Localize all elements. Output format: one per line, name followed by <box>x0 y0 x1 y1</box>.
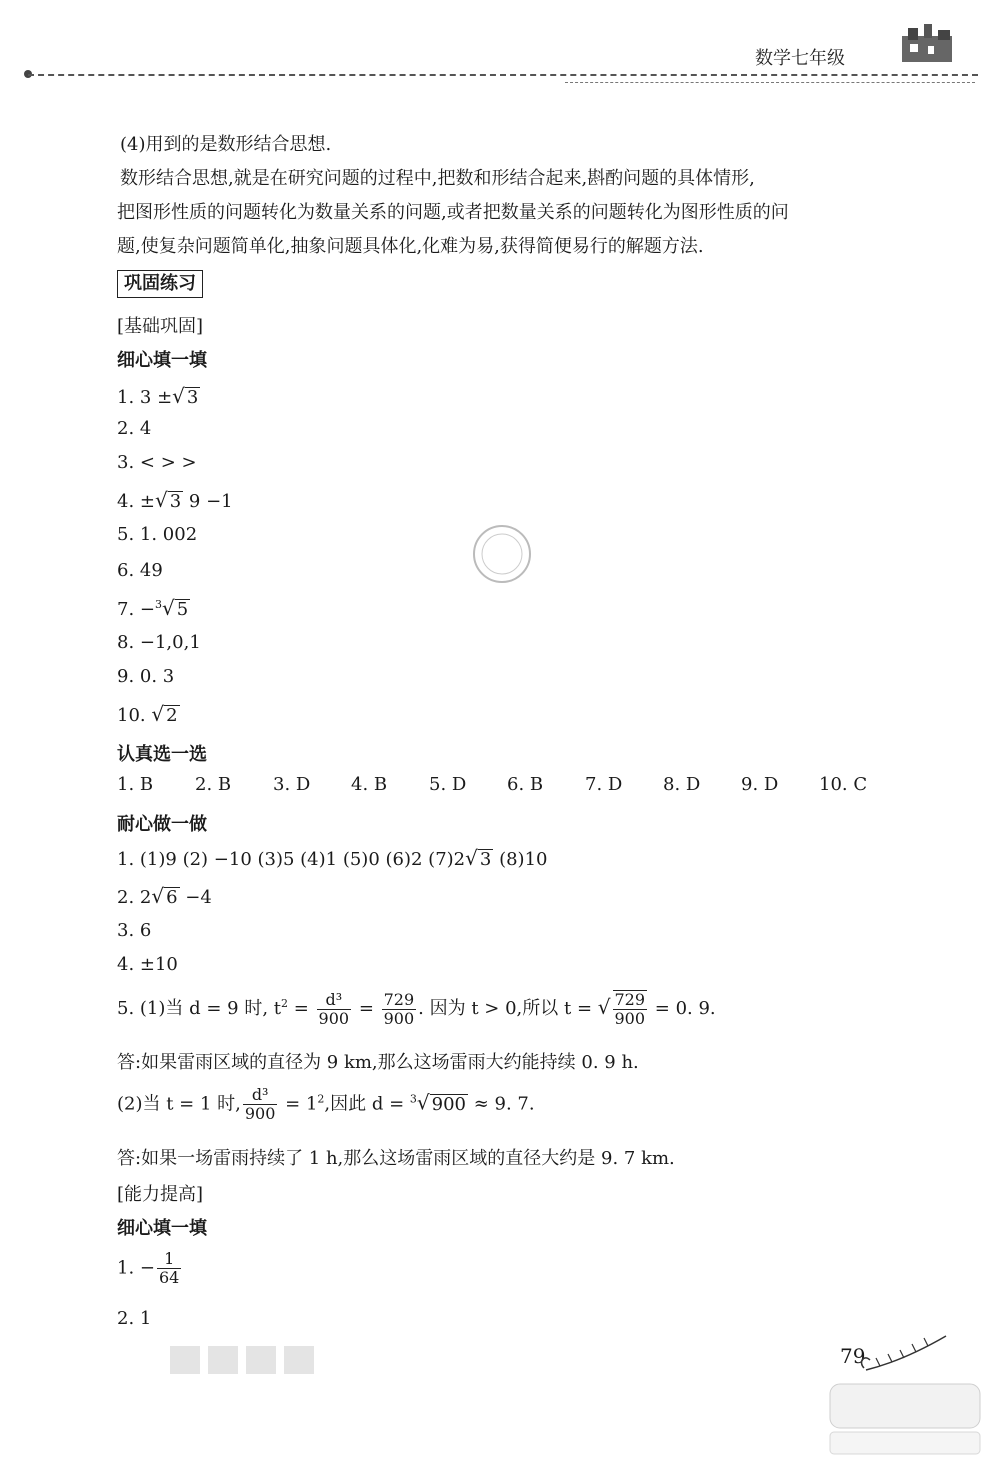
basic-do-title: 耐心做一做 <box>117 814 207 835</box>
choice-2: 2. B <box>195 774 232 795</box>
basic-choose-title: 认真选一选 <box>117 744 207 765</box>
header-subrule <box>565 82 975 83</box>
intro-line-1: (4)用到的是数形结合思想. <box>120 134 332 155</box>
choice-answers <box>117 774 897 795</box>
choice-7: 7. D <box>585 774 623 795</box>
do-item-3: 3. 6 <box>117 920 152 941</box>
fill-item-2: 2. 4 <box>117 418 152 439</box>
choice-1: 1. B <box>117 774 154 795</box>
answer-1: 答:如果雷雨区域的直径为 9 km,那么这场雷雨大约能持续 0. 9 h. <box>117 1052 639 1073</box>
advanced-item-1: 1. − $\frac{1}{64}$ <box>117 1249 180 1287</box>
header-title: 数学七年级 <box>755 48 845 69</box>
fern-decoration-icon <box>860 1330 950 1380</box>
advanced-fill-title: 细心填一填 <box>117 1218 207 1239</box>
intro-line-2: 数形结合思想,就是在研究问题的过程中,把数和形结合起来,斟酌问题的具体情形, <box>120 168 755 189</box>
fill-item-3: 3. < > > <box>117 452 197 473</box>
fill-item-10: 10. √ 2 <box>117 702 178 726</box>
fill-item-1: 1. 3 ±√ 3 <box>117 384 199 408</box>
do-item-2: 2. 2√ 6 −4 <box>117 884 212 908</box>
advanced-label: [能力提高] <box>117 1184 204 1205</box>
section-box-consolidation: 巩固练习 <box>117 270 203 298</box>
choice-6: 6. B <box>507 774 544 795</box>
fill-item-7: 7. −$^3$√ 5 <box>117 596 189 620</box>
advanced-item-2: 2. 1 <box>117 1308 152 1329</box>
fill-item-4: 4. ±√ 3 9 −1 <box>117 488 233 512</box>
choice-9: 9. D <box>741 774 779 795</box>
basic-label: [基础巩固] <box>117 316 204 337</box>
fill-item-8: 8. −1,0,1 <box>117 632 201 653</box>
basic-fill-title: 细心填一填 <box>117 350 207 371</box>
do-item-5-part-1: 5. (1)当 d = 9 时, $t^2$ = $\frac{\text{d³}}{900}$ = $\frac{729}{900}$ . 因为 t > 0,所以 t = √ $\frac{729}{900}$ = 0. 9. <box>117 989 716 1028</box>
choice-4: 4. B <box>351 774 388 795</box>
stamp-icon <box>470 522 534 586</box>
header-rule <box>28 74 978 76</box>
faded-watermark-icon <box>170 1340 320 1380</box>
answer-2: 答:如果一场雷雨持续了 1 h,那么这场雷雨区域的直径大约是 9. 7 km. <box>117 1148 675 1169</box>
intro-line-4: 题,使复杂问题简单化,抽象问题具体化,化难为易,获得简便易行的解题方法. <box>117 236 704 257</box>
intro-line-3: 把图形性质的问题转化为数量关系的问题,或者把数量关系的问题转化为图形性质的问 <box>117 202 789 223</box>
site-logo-watermark-icon <box>820 1380 990 1458</box>
do-item-5-part-2: (2)当 t = 1 时, $\frac{\text{d³}}{900}$ = $1^2$,因此 d = $^3$√ 900 ≈ 9. 7. <box>117 1085 535 1123</box>
choice-5: 5. D <box>429 774 467 795</box>
fill-item-6: 6. 49 <box>117 560 163 581</box>
choice-8: 8. D <box>663 774 701 795</box>
do-item-4: 4. ±10 <box>117 954 178 975</box>
do-item-1: 1. (1)9 (2) −10 (3)5 (4)1 (5)0 (6)2 (7)2√ 3 (8)10 <box>117 846 548 870</box>
choice-3: 3. D <box>273 774 311 795</box>
header-decoration-icon <box>898 22 956 66</box>
fill-item-9: 9. 0. 3 <box>117 666 175 687</box>
page-number: 79 <box>840 1344 866 1368</box>
fill-item-5: 5. 1. 002 <box>117 524 198 545</box>
choice-10: 10. C <box>819 774 868 795</box>
